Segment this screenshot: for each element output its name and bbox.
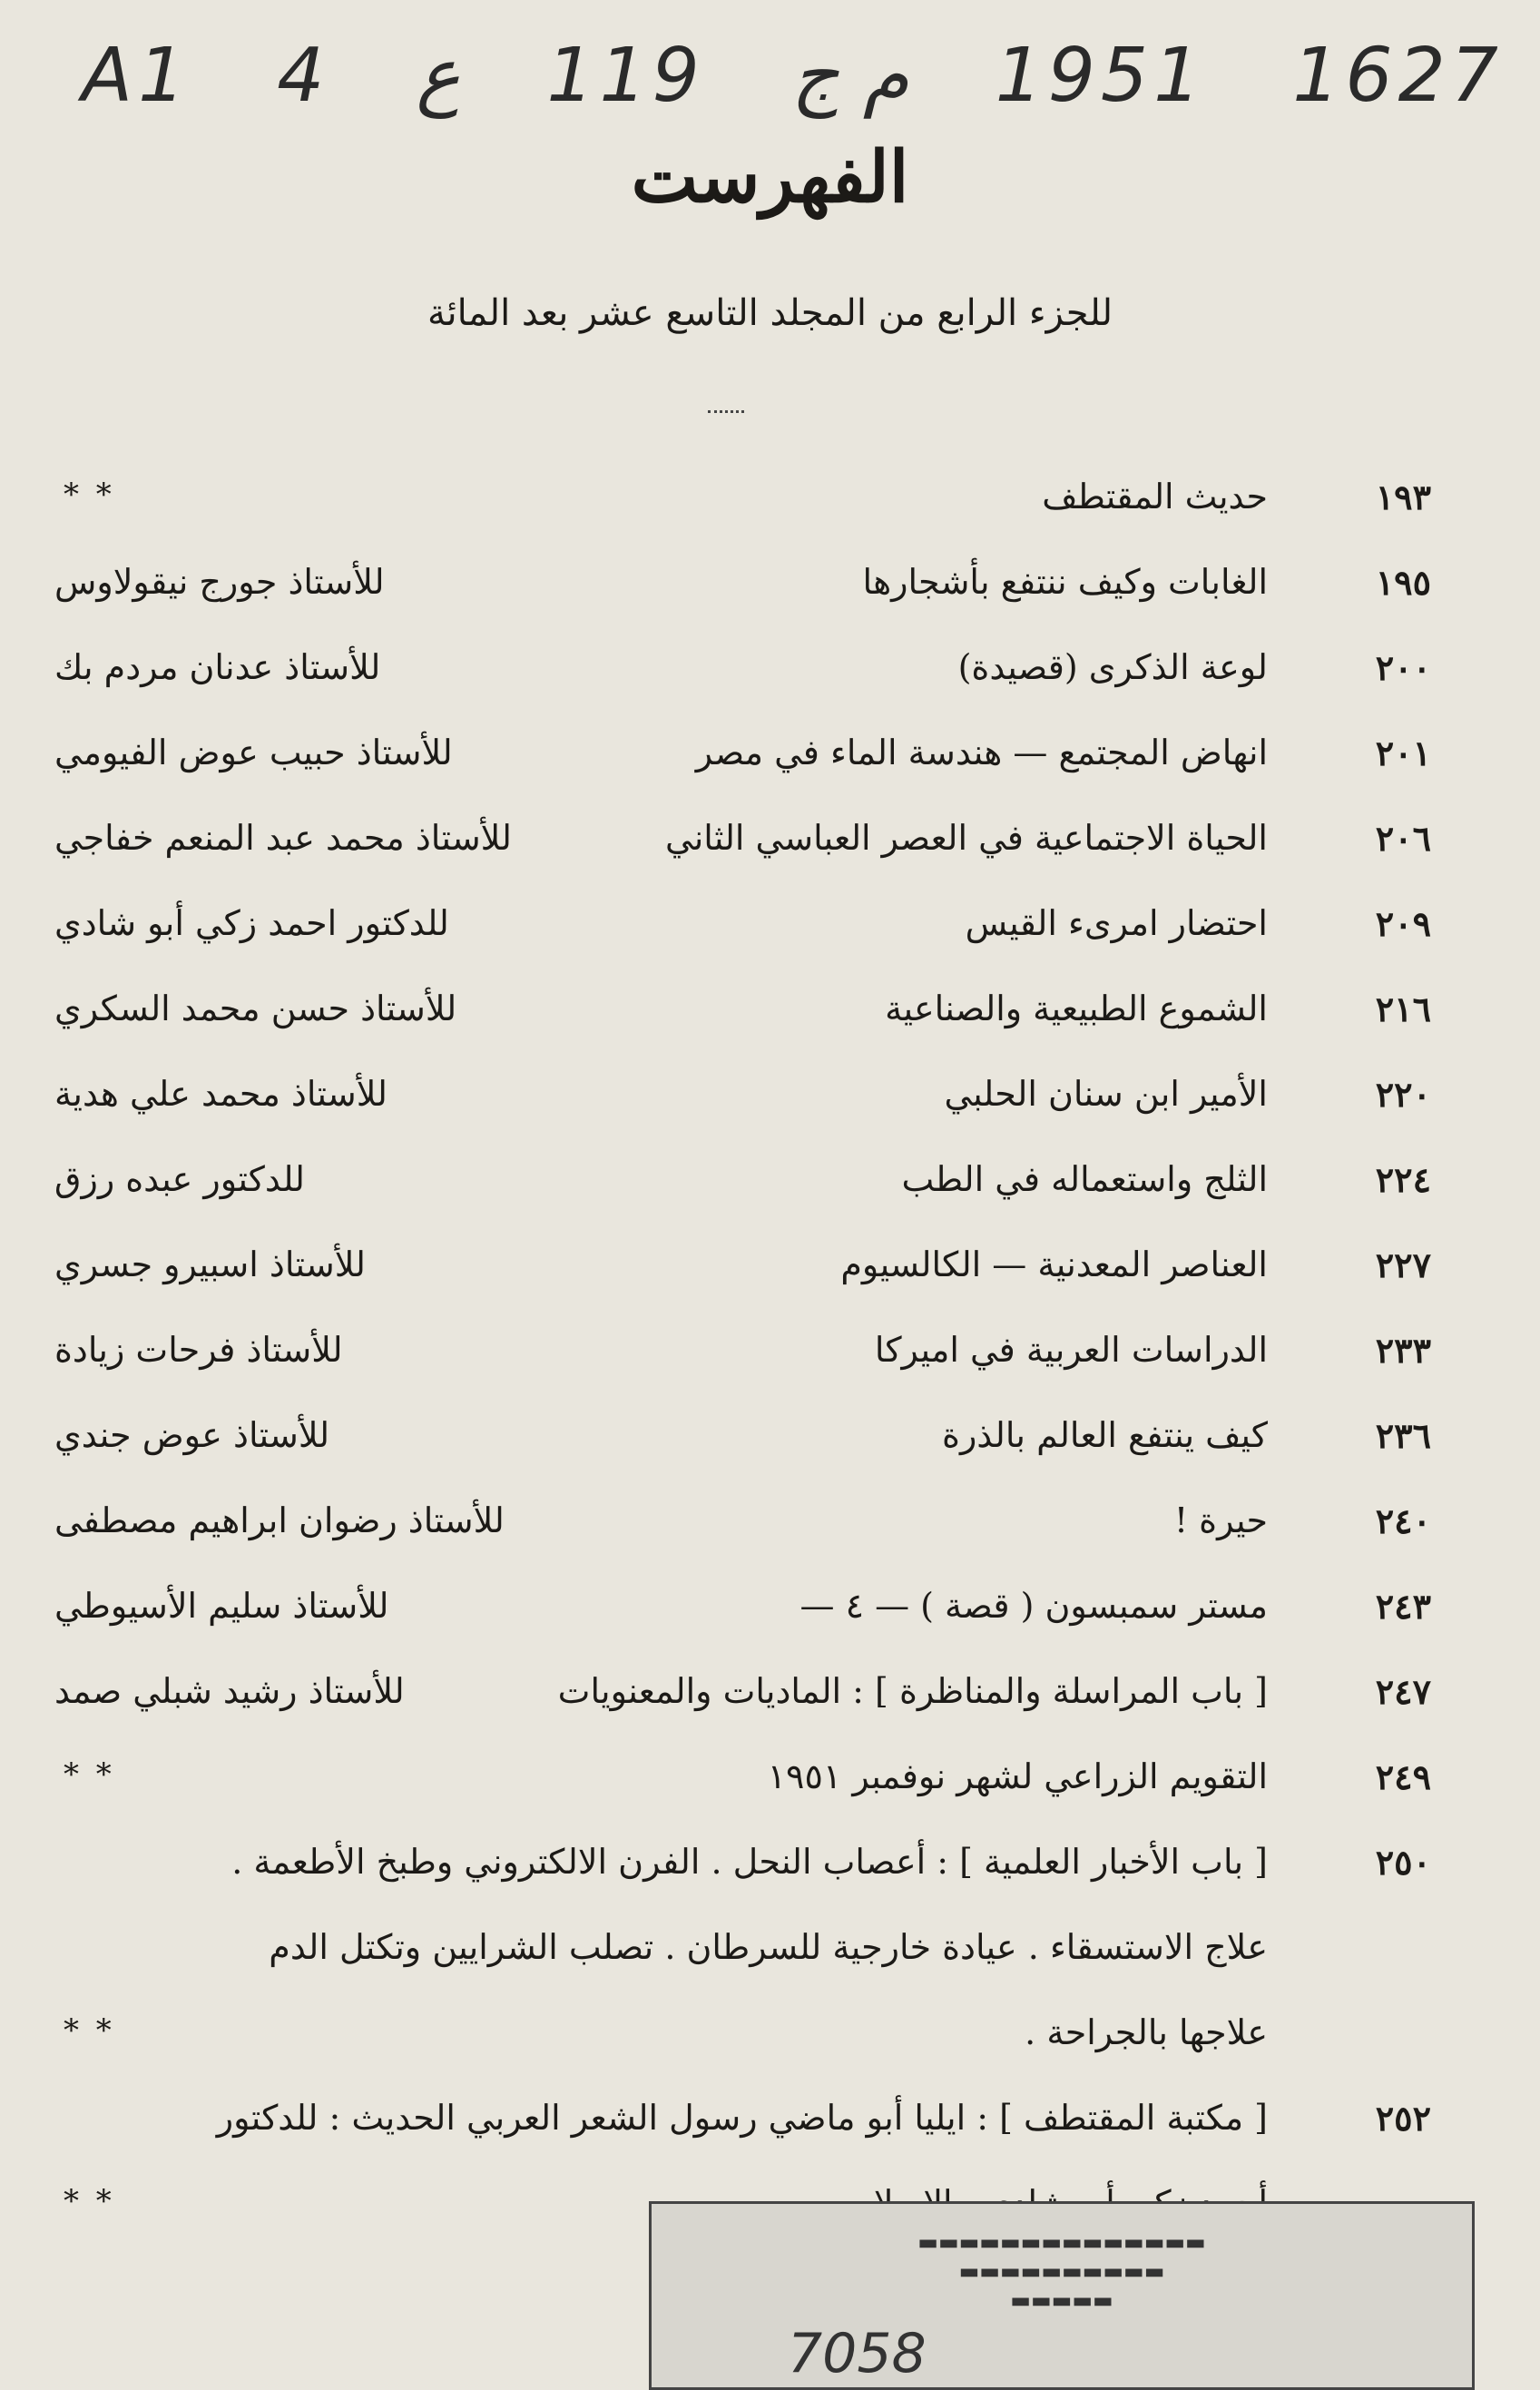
toc-page-number: ٢٤٩	[1375, 1756, 1431, 1797]
toc-entry-author: للأستاذ اسبيرو جسري	[54, 1244, 366, 1284]
toc-entry-title: مستر سمبسون ( قصة ) — ٤ —	[799, 1586, 1268, 1626]
page-subtitle: للجزء الرابع من المجلد التاسع عشر بعد المائة	[427, 292, 1113, 334]
toc-entry	[54, 1662, 1431, 1747]
toc-entry-title: الثلج واستعماله في الطب	[901, 1159, 1268, 1199]
toc-entry-author: للأستاذ حبيب عوض الفيومي	[54, 733, 453, 772]
toc-entry-author: للدكتور احمد زكي أبو شادي	[54, 903, 449, 943]
toc-page-number: ٢٣٦	[1375, 1415, 1431, 1456]
toc-entry-title: التقويم الزراعي لشهر نوفمبر ١٩٥١	[767, 1756, 1268, 1796]
toc-page-number: ٢٠٩	[1375, 903, 1431, 944]
handwritten-catalog-note	[82, 25, 1504, 125]
toc-entry	[54, 809, 1431, 894]
handnote-part: 4	[277, 32, 330, 119]
toc-entry	[54, 1747, 1431, 1833]
toc-continuation-text: علاج الاستسقاء . عيادة خارجية للسرطان . تصلب الشرايين وتكتل الدم	[269, 1927, 1268, 1967]
toc-page-number: ١٩٣	[1375, 477, 1431, 517]
library-stamp	[649, 2201, 1475, 2390]
toc-entry	[54, 467, 1431, 553]
toc-entry-author: للأستاذ جورج نيقولاوس	[54, 562, 385, 602]
toc-entry-title: حديث المقتطف	[1042, 477, 1268, 516]
toc-entry	[54, 2089, 1431, 2174]
toc-page-number: ٢٥٢	[1375, 2098, 1431, 2139]
toc-page-number: ٢٠٠	[1375, 647, 1431, 688]
toc-entry	[54, 638, 1431, 723]
table-of-contents	[54, 467, 1431, 2259]
handnote-part: م ج	[790, 32, 909, 119]
toc-entry	[54, 1406, 1431, 1491]
toc-page-number: ٢٢٧	[1375, 1244, 1431, 1285]
toc-entry	[54, 1065, 1431, 1150]
toc-page-number: ٢٤٠	[1375, 1500, 1431, 1541]
toc-entry-title: [ باب الأخبار العلمية ] : أعصاب النحل . الفرن الالكتروني وطبخ الأطعمة .	[231, 1842, 1268, 1882]
toc-entry-title: الشموع الطبيعية والصناعية	[885, 988, 1268, 1028]
toc-entry	[54, 894, 1431, 979]
toc-page-number: ٢١٦	[1375, 988, 1431, 1029]
toc-entry-author: للأستاذ رضوان ابراهيم مصطفى	[54, 1500, 505, 1540]
toc-page-number: ٢٠١	[1375, 733, 1431, 773]
toc-entry-author: للأستاذ عدنان مردم بك	[54, 647, 381, 687]
stamp-text-line: ▬▬▬▬▬▬▬▬▬▬	[958, 2258, 1165, 2284]
toc-entry	[54, 979, 1431, 1065]
toc-entry-author: للأستاذ سليم الأسيوطي	[54, 1586, 389, 1626]
toc-entry-title: كيف ينتفع العالم بالذرة	[942, 1415, 1268, 1455]
toc-entry-title: [ مكتبة المقتطف ] : ايليا أبو ماضي رسول الشعر العربي الحديث : للدكتور	[216, 2098, 1268, 2138]
toc-entry-author: للدكتور عبده رزق	[54, 1159, 305, 1199]
toc-page-number: ٢٣٣	[1375, 1330, 1431, 1371]
toc-entry	[54, 723, 1431, 809]
toc-stars: * *	[64, 2183, 115, 2219]
toc-entry-author: للأستاذ رشيد شبلي صمد	[54, 1671, 405, 1711]
toc-entry	[54, 1833, 1431, 1918]
stamp-number: 7058	[788, 2322, 927, 2385]
toc-continuation-text: علاجها بالجراحة .	[1025, 2012, 1268, 2052]
handnote-part: 119	[546, 32, 705, 119]
divider	[708, 410, 744, 413]
toc-entry-title: [ باب المراسلة والمناظرة ] : الماديات والمعنويات	[557, 1671, 1268, 1711]
handnote-part: ع	[416, 32, 461, 119]
toc-entry	[54, 553, 1431, 638]
toc-entry-title: العناصر المعدنية — الكالسيوم	[840, 1244, 1268, 1284]
toc-entry-author: للأستاذ محمد علي هدية	[54, 1074, 387, 1114]
handnote-part: 1627	[1292, 32, 1504, 119]
toc-page-number: ٢٤٧	[1375, 1671, 1431, 1712]
toc-entry-title: الدراسات العربية في اميركا	[874, 1330, 1268, 1370]
toc-entry	[54, 1577, 1431, 1662]
toc-entry	[54, 1321, 1431, 1406]
toc-entry-author: للأستاذ محمد عبد المنعم خفاجي	[54, 818, 512, 858]
stamp-text-line: ▬▬▬▬▬	[1010, 2287, 1113, 2313]
toc-page-number: ٢٤٣	[1375, 1586, 1431, 1627]
toc-page-number: ٢٢٠	[1375, 1074, 1431, 1115]
toc-entry-title: الأمير ابن سنان الحلبي	[944, 1074, 1268, 1114]
toc-page-number: ١٩٥	[1375, 562, 1431, 603]
toc-stars: * *	[64, 2012, 115, 2049]
toc-page-number: ٢٠٦	[1375, 818, 1431, 859]
toc-stars: * *	[64, 1756, 115, 1793]
toc-stars: * *	[64, 477, 115, 513]
toc-entry-author: للأستاذ فرحات زيادة	[54, 1330, 343, 1370]
toc-entry-title: انهاض المجتمع — هندسة الماء في مصر	[695, 733, 1268, 772]
toc-entry	[54, 1150, 1431, 1235]
toc-entry-title: احتضار امرىء القيس	[965, 903, 1268, 943]
toc-entry-continuation	[54, 2003, 1431, 2089]
toc-entry-title: لوعة الذكرى (قصيدة)	[957, 647, 1268, 687]
toc-entry-author: للأستاذ حسن محمد السكري	[54, 988, 457, 1028]
handnote-part: 1951	[995, 32, 1207, 119]
toc-entry-continuation	[54, 1918, 1431, 2003]
toc-entry-title: الغابات وكيف ننتفع بأشجارها	[862, 562, 1268, 602]
toc-page-number: ٢٢٤	[1375, 1159, 1431, 1200]
page-title: الفهرست	[631, 136, 909, 219]
toc-entry-author: للأستاذ عوض جندي	[54, 1415, 330, 1455]
toc-entry	[54, 1491, 1431, 1577]
toc-entry-title: الحياة الاجتماعية في العصر العباسي الثاني	[665, 818, 1268, 858]
toc-page-number: ٢٥٠	[1375, 1842, 1431, 1883]
handnote-part: A1	[82, 32, 191, 119]
stamp-text-line: ▬▬▬▬▬▬▬▬▬▬▬▬▬▬	[917, 2229, 1206, 2255]
toc-entry	[54, 1235, 1431, 1321]
toc-entry-title: حيرة !	[1173, 1500, 1268, 1540]
